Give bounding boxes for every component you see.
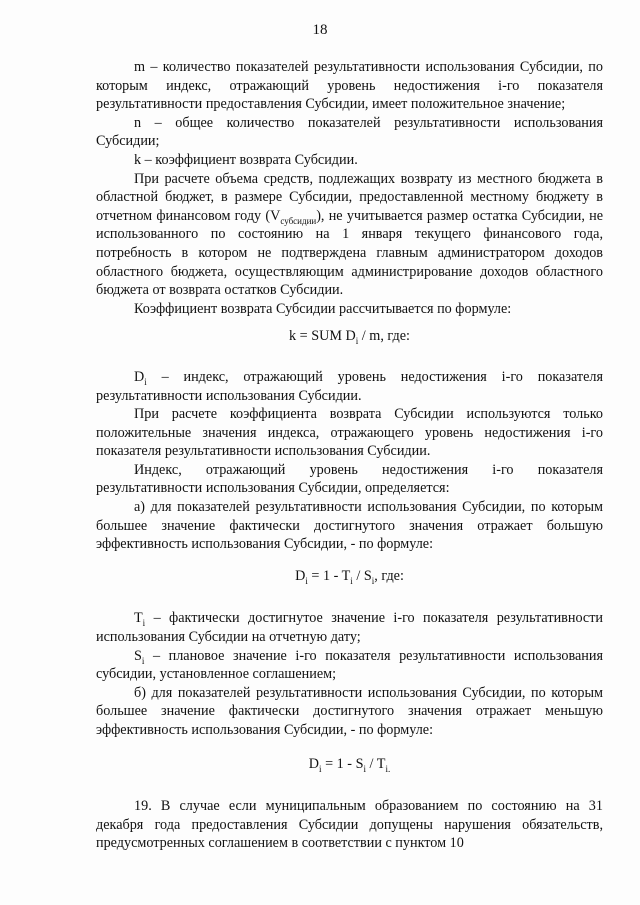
formula-part: = 1 - T bbox=[307, 567, 351, 584]
subscript-text: i bbox=[144, 376, 147, 387]
paragraph-coefficient-formula-intro: Коэффициент возврата Субсидии рассчитывается по формуле: bbox=[134, 300, 512, 317]
formula-subscript: i bbox=[305, 575, 308, 586]
formula-part: / S bbox=[352, 567, 372, 584]
definition-n: n – общее количество показателей результативности использования Субсидии; bbox=[96, 114, 603, 150]
text-segment: ), не учитывается размер остатка Субсидии, не использованного по состоянию на 1 января текущего финансового года, потребность в котором не подтверждена главным администратором доходов областного бюджета, осуществляющим администрирование доходов областного бюджета от возврата остатков Субсидии. bbox=[96, 207, 603, 299]
body-text bbox=[96, 58, 603, 853]
formula-subscript: i bbox=[371, 575, 375, 586]
formula-part: k = SUM D bbox=[289, 328, 356, 345]
paragraph-positive-values: При расчете коэффициента возврата Субсидии используются только положительные значения индекса, отражающего уровень недостижения i-го показателя результативности использования Субсидии. bbox=[96, 406, 603, 460]
formula-part: , где: bbox=[374, 567, 404, 584]
formula-k bbox=[96, 327, 603, 346]
text-segment: S bbox=[134, 647, 142, 664]
subscript-text: субсидии bbox=[280, 215, 317, 226]
paragraph-case-b: б) для показателей результативности использования Субсидии, по которым большее значение фактически достигнутого значения отражает меньшую эффективность использования Субсидии, - по формуле: bbox=[96, 684, 603, 738]
subscript-text: i bbox=[142, 618, 146, 629]
paragraph-case-a: а) для показателей результативности использования Субсидии, по которым большее значение фактически достигнутого значения отражает большую эффективность использования Субсидии, - по формуле: bbox=[96, 499, 603, 553]
formula-part: / m, где: bbox=[358, 328, 410, 345]
formula-subscript: i bbox=[363, 763, 366, 774]
formula-subscript: i bbox=[350, 575, 353, 586]
formula-di-case-a bbox=[96, 567, 603, 586]
definition-m: m – количество показателей результативности использования Субсидии, по которым индекс, отражающий уровень недостижения i-го показателя результативности предоставления Субсидии, имеет положительное значение; bbox=[96, 59, 603, 113]
formula-subscript: i bbox=[355, 336, 359, 347]
definition-di bbox=[96, 368, 603, 405]
formula-part: D bbox=[295, 567, 306, 584]
definition-k: k – коэффициент возврата Субсидии. bbox=[134, 151, 358, 168]
subscript-text: i bbox=[141, 655, 145, 666]
definition-si bbox=[96, 647, 603, 684]
definition-ti bbox=[96, 609, 603, 646]
text-segment: – индекс, отражающий уровень недостижения i-го показателя результативности использования Субсидии. bbox=[96, 368, 603, 404]
text-segment: D bbox=[134, 368, 145, 385]
formula-part: = 1 - S bbox=[321, 755, 364, 772]
text-segment: – фактически достигнутое значение i-го показателя результативности использования Субсидии на отчетную дату; bbox=[96, 610, 603, 646]
paragraph-return-volume bbox=[96, 170, 603, 300]
formula-subscript: i. bbox=[385, 763, 391, 774]
paragraph-section-19: 19. В случае если муниципальным образованием по состоянию на 31 декабря года предоставления Субсидии допущены нарушения обязательств, предусмотренных соглашением в соответствии с пунктом 10 bbox=[96, 798, 603, 852]
text-segment: T bbox=[134, 610, 143, 627]
formula-part: / T bbox=[365, 755, 386, 772]
paragraph-index-determination: Индекс, отражающий уровень недостижения i-го показателя результативности использования Субсидии, определяется: bbox=[96, 461, 603, 497]
text-segment: При расчете объема средств, подлежащих возврату из местного бюджета в областной бюджет, в размере Субсидии, предоставленной местному бюджету в отчетном финансовом году (V bbox=[96, 170, 603, 224]
formula-di-case-b bbox=[96, 755, 603, 774]
formula-subscript: i bbox=[319, 763, 322, 774]
formula-part: D bbox=[308, 755, 320, 772]
page-number: 18 bbox=[312, 22, 328, 38]
text-segment: – плановое значение i-го показателя результативности использования субсидии, установленное соглашением; bbox=[96, 647, 603, 683]
